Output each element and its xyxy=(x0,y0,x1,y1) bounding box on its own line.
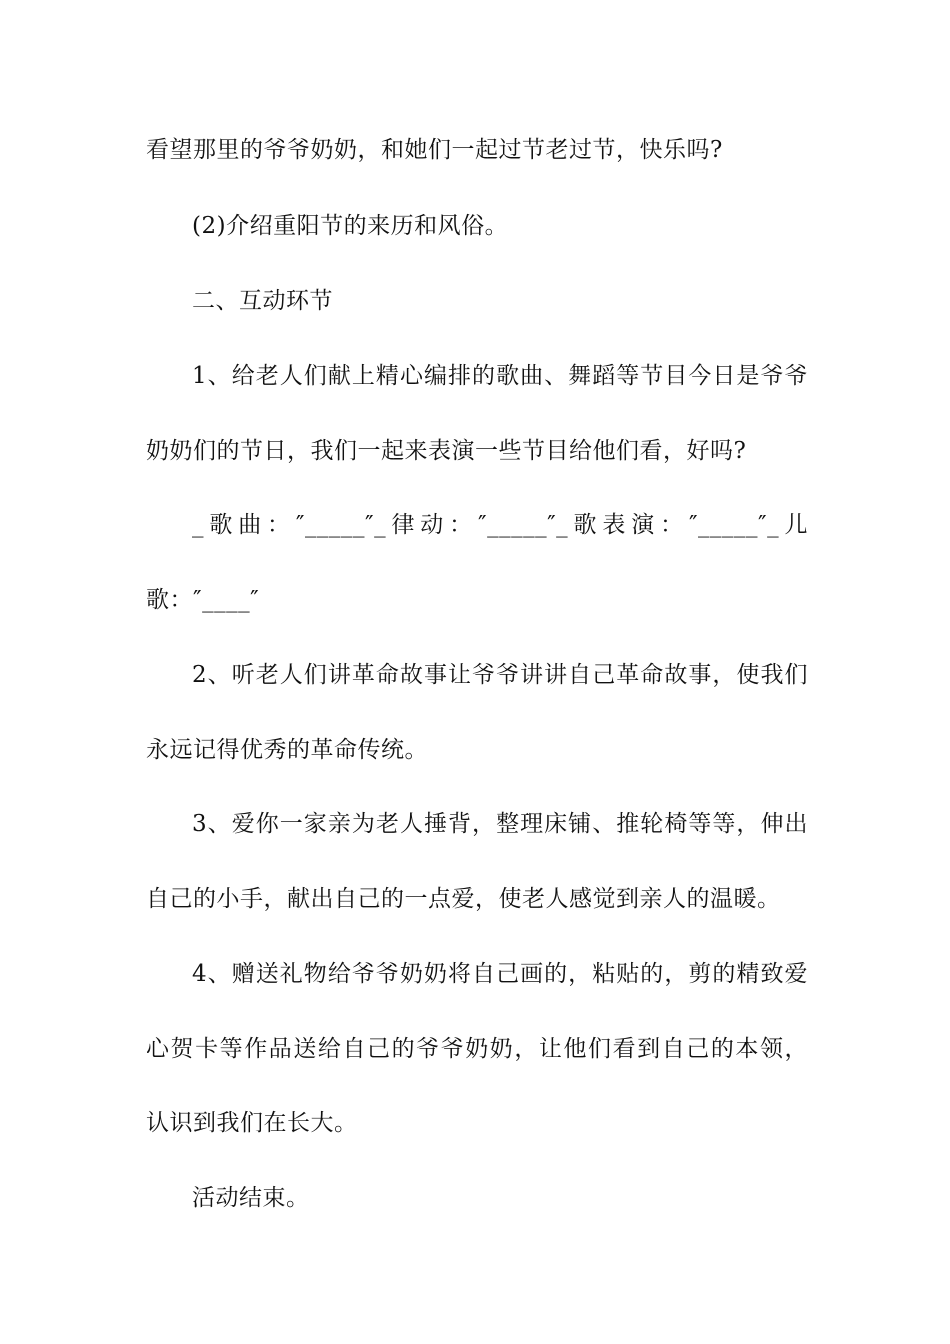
text-line-2: (2)介绍重阳节的来历和风俗。 xyxy=(192,213,509,239)
text-line-5: 奶奶们的节日，我们一起来表演一些节目给他们看，好吗? xyxy=(146,438,747,464)
text-line-12: 4、赠送礼物给爷爷奶奶将自己画的，粘贴的，剪的精致爱 xyxy=(192,961,808,987)
text-line-1: 看望那里的爷爷奶奶，和她们一起过节老过节，快乐吗? xyxy=(146,137,723,163)
text-line-15: 活动结束。 xyxy=(192,1185,310,1211)
text-line-14: 认识到我们在长大。 xyxy=(146,1110,358,1136)
text-line-11: 自己的小手，献出自己的一点爱，使老人感觉到亲人的温暖。 xyxy=(146,886,781,912)
text-line-9: 永远记得优秀的革命传统。 xyxy=(146,737,428,763)
text-line-8: 2、听老人们讲革命故事让爷爷讲讲自己革命故事，使我们 xyxy=(192,662,808,688)
text-line-13: 心贺卡等作品送给自己的爷爷奶奶，让他们看到自己的本领， xyxy=(146,1036,808,1062)
text-line-6: _歌曲：″_____″_律动：″_____″_歌表演：″_____″_儿 xyxy=(192,512,808,538)
text-line-10: 3、爱你一家亲为老人捶背，整理床铺、推轮椅等等，伸出 xyxy=(192,811,808,837)
text-line-7: 歌：″____″ xyxy=(146,587,260,613)
text-line-4: 1、给老人们献上精心编排的歌曲、舞蹈等节目今日是爷爷 xyxy=(192,363,808,389)
section-heading-interaction: 二、互动环节 xyxy=(192,288,333,314)
